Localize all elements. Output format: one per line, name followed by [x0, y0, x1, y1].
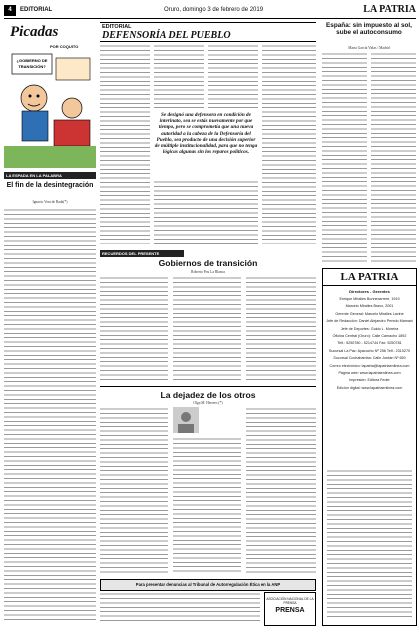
editorial-col-2a — [154, 44, 204, 110]
masthead-line: Marcelo Miralles Bravo, 2001 — [345, 304, 394, 309]
editorial-title: DEFENSORÍA DEL PUEBLO — [102, 30, 231, 41]
masthead-small: LA PATRIA — [363, 4, 416, 15]
masthead-line: Gerente General: Marcelo Miralles Lavine — [335, 311, 404, 316]
right-column — [322, 22, 416, 262]
dejadez-photo — [173, 407, 241, 433]
recuerdos-col-1 — [100, 276, 168, 382]
recuerdos-author: Roberto Pou La Blanca — [191, 270, 225, 274]
column-opinion — [4, 172, 96, 622]
masthead-line: Telf.: 5250780 - 5214744 Fax: 5250781 — [337, 341, 402, 346]
recuerdos-title: Gobiernos de transición — [158, 258, 258, 268]
author-photo-icon — [173, 407, 199, 433]
masthead-line: Sucursal La Paz: Ayacucho Nº 256 Telf.: 2310270 — [328, 348, 411, 353]
anp-text: ASOCIACIÓN NACIONAL DE LA PRENSA — [266, 597, 314, 605]
logo-anp — [264, 592, 316, 626]
editorial-header — [100, 22, 316, 42]
column-title: El fin de la desintegración — [6, 182, 94, 189]
masthead-line: Jefe de Deportes: Guido L. Moreira — [340, 326, 399, 331]
footer-band: Para presentar denuncias al Tribunal de Autorregulación Ética en la ANP — [100, 579, 316, 591]
dejadez-author: Olga M. Herrero (*) — [193, 401, 223, 405]
cartoon-title: Picadas — [10, 24, 59, 40]
issue-date: Oruro, domingo 3 de febrero de 2019 — [164, 7, 264, 13]
recuerdos-col-2 — [173, 276, 241, 382]
masthead-line: Página web: www.lapatriaenlinea.com — [338, 371, 401, 376]
masthead-box — [322, 268, 417, 626]
column-author: Ignacio Vera de Rada(*) — [32, 200, 68, 204]
svg-text:¿GOBIERNO DE: ¿GOBIERNO DE — [16, 58, 48, 63]
cartoon-drawing — [4, 50, 96, 168]
editorial-label: EDITORIAL — [102, 24, 132, 30]
right-col-a — [322, 52, 367, 262]
cartoon — [4, 22, 96, 170]
editorial-col-3a — [208, 44, 258, 110]
section-label: EDITORIAL — [20, 7, 53, 13]
svg-text:TRANSICIÓN?: TRANSICIÓN? — [18, 64, 46, 69]
article-recuerdos — [100, 250, 316, 382]
editorial-col-2b — [154, 180, 258, 244]
masthead-line: Sucursal Cochabamba: Calle Jordán Nº 650 — [333, 356, 406, 361]
editorial-col-1 — [100, 44, 150, 244]
masthead-line: Impresión: Editora Feder — [349, 378, 390, 383]
masthead-fundadores: Directores - Gerentes — [349, 289, 390, 294]
recuerdos-tag: RECUERDOS DEL PRESENTE — [100, 250, 184, 257]
masthead-line: Enrique Miralles Bonnecarrere, 1919 — [339, 297, 400, 301]
dejadez-col-3 — [246, 407, 316, 575]
masthead-lines — [323, 297, 416, 390]
column-text — [4, 208, 96, 622]
dejadez-col-1 — [100, 407, 168, 575]
page-header — [4, 4, 416, 19]
masthead-line: Jefe de Redacción: Daniel Alejandro Peredo Mamani — [326, 319, 413, 324]
dejadez-col-2 — [173, 437, 241, 575]
right-title: España: sin impuesto al sol, sube el autoconsumo — [326, 22, 412, 37]
prensa-text: PRENSA — [275, 607, 305, 614]
article-dejadez — [100, 386, 316, 577]
page-number: 4 — [4, 5, 16, 16]
column-tag: LA ESPADA EN LA PALABRA — [4, 172, 96, 179]
masthead-line: Edición digital: www.lapatriaenlinea.com — [336, 385, 403, 390]
masthead-title: LA PATRIA — [323, 269, 416, 286]
footer-text — [100, 592, 260, 624]
editorial-col-4 — [262, 44, 316, 244]
masthead-line: Oficina Central (Oruro): Calle Camacho 1892 — [332, 334, 407, 339]
recuerdos-col-3 — [246, 276, 316, 382]
right-author: Marta García Viñas / Madrid — [348, 46, 390, 50]
dejadez-title: La dejadez de los otros — [160, 390, 256, 400]
right-col-b — [371, 52, 416, 262]
masthead-line: Correo electrónico: lapatria@lapatriaenlinea.com — [329, 363, 410, 368]
editorial-pullquote: Se designó una defensora en condición de interinato, sea se estás nuevamente por que tiempo, pero se comprometía que una nueva autoridad a la cabeza de la Defensoría del Pueblo, sea producto de una decisión superior de múltiple institucionalidad, para que no tenga lógicas algunas sin los reparos políticos. — [154, 112, 258, 156]
cartoon-byline: POR COQUITO — [50, 44, 79, 49]
masthead-fineprint — [327, 469, 412, 619]
